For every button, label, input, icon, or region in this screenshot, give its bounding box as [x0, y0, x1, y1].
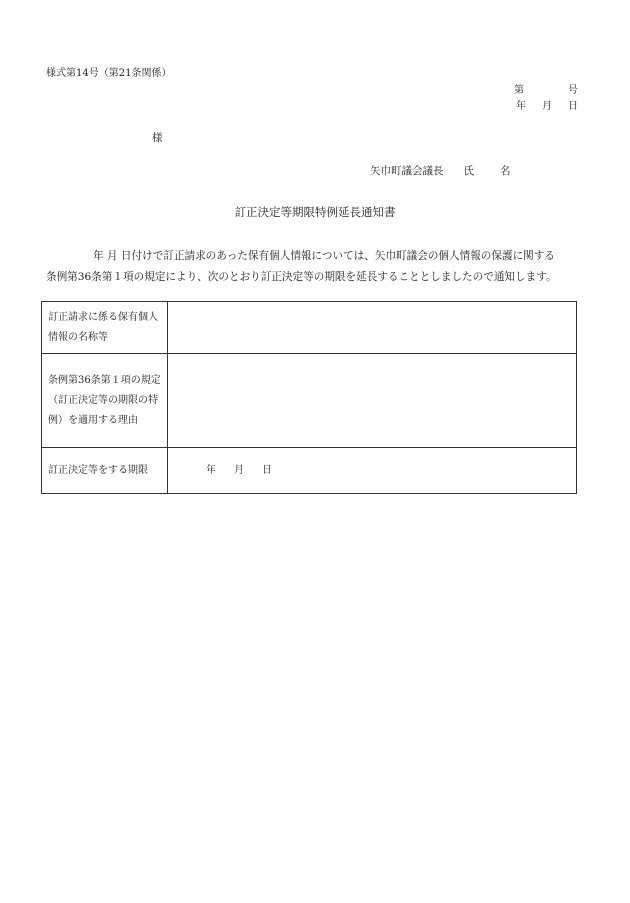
deadline-year: 年 [206, 464, 216, 476]
info-table [41, 301, 577, 494]
document-number-go: 号 [568, 85, 578, 96]
row2-value [168, 354, 577, 448]
issue-date [516, 97, 578, 112]
table-row [42, 302, 577, 354]
deadline-day: 日 [262, 464, 272, 476]
table-row [42, 448, 577, 494]
addressee-honorific: 様 [152, 132, 163, 144]
row3-value [168, 448, 577, 494]
deadline-date [174, 461, 570, 481]
deadline-month: 月 [234, 464, 244, 476]
sender-title: 矢巾町議会議長 [370, 165, 444, 177]
issue-date-day: 日 [568, 101, 578, 112]
row1-label: 訂正請求に係る保有個人情報の名称等 [42, 302, 168, 354]
issue-date-month: 月 [542, 101, 552, 112]
body-line-1: 年 月 日付けで訂正請求のあった保有個人情報については、矢巾町議会の個人情報の保護に関する [93, 250, 555, 262]
document-number [514, 81, 578, 96]
table-row [42, 354, 577, 448]
form-number: 様式第14号（第21条関係） [46, 68, 172, 79]
document-number-dai: 第 [514, 85, 524, 96]
sender-block [370, 163, 511, 178]
row2-label: 条例第36条第１項の規定（訂正決定等の期限の特例）を適用する理由 [42, 354, 168, 448]
document-title: 訂正決定等期限特例延長通知書 [234, 205, 396, 219]
body-line-2: 条例第36条第１項の規定により、次のとおり訂正決定等の期限を延長することとしましたので通知します。 [46, 271, 557, 283]
body-text [46, 246, 586, 288]
row1-value [168, 302, 577, 354]
sender-name-a: 氏 [463, 165, 474, 177]
issue-date-year: 年 [516, 101, 526, 112]
sender-name-b: 名 [500, 165, 511, 177]
row3-label: 訂正決定等をする期限 [42, 448, 168, 494]
